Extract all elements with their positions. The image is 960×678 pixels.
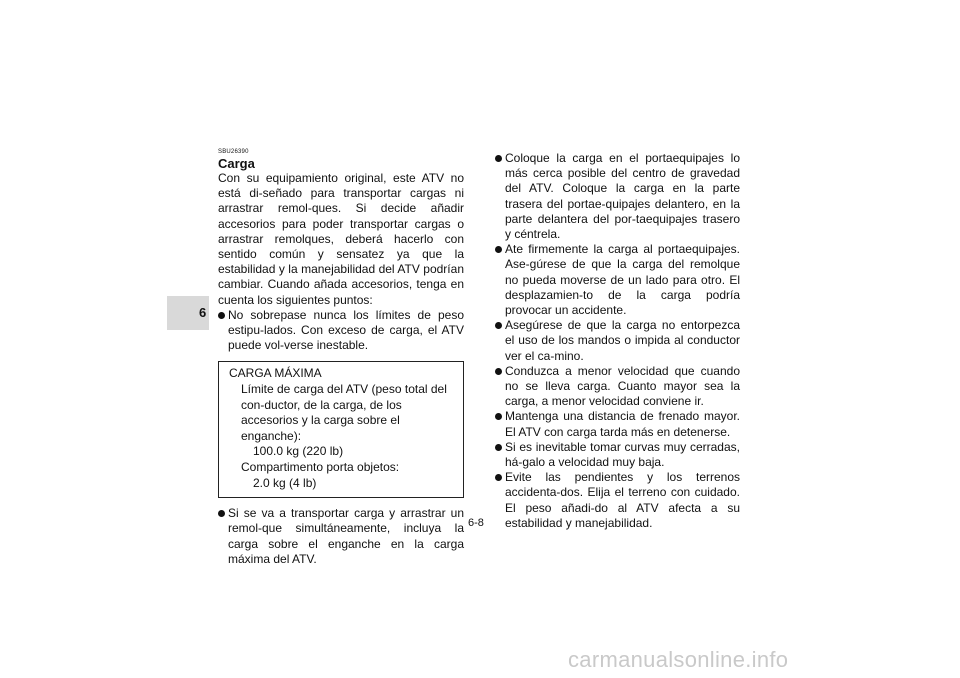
bullet-item bbox=[218, 506, 464, 567]
bullet-item bbox=[495, 151, 740, 242]
load-limit-value: 100.0 kg (220 lb) bbox=[253, 444, 344, 459]
bullet-item bbox=[495, 470, 740, 531]
bullet-dot-icon bbox=[218, 312, 225, 319]
bullet-text: Si es inevitable tomar curvas muy cerradas, há-galo a velocidad muy baja. bbox=[505, 439, 740, 470]
storage-value: 2.0 kg (4 lb) bbox=[253, 475, 317, 490]
section-code: SBU26390 bbox=[218, 149, 249, 155]
bullet-item bbox=[495, 409, 740, 439]
watermark: carmanualsonline.info bbox=[568, 647, 789, 672]
bullet-text: Mantenga una distancia de frenado mayor. El ATV con carga tarda más en detenerse. bbox=[505, 409, 740, 439]
bullet-text: Ate firmemente la carga al portaequipajes. Ase-gúrese de que la carga del remolque no pueda moverse de un lado para otro. El desplazamien-to de la carga podría provocar un accidente. bbox=[505, 242, 740, 318]
bullet-item bbox=[495, 364, 740, 410]
intro-paragraph: Con su equipamiento original, este ATV no está di-señado para transportar cargas ni arrastrar remol-ques. Si decide añadir accesorios para poder transportar cargas o arrastrar remolques, deberá hacerlo con sentido común y sensatez ya que la estabilidad y la manejabilidad del ATV podrían cambiar. Cuando añada accesorios, tenga en cuenta los siguientes puntos: bbox=[218, 171, 464, 307]
chapter-number: 6 bbox=[199, 305, 207, 320]
bullet-dot-icon bbox=[495, 444, 502, 451]
bullet-item bbox=[495, 242, 740, 318]
bullet-text: Si se va a transportar carga y arrastrar un remol-que simultáneamente, incluya la carga sobre el enganche en la carga máxima del ATV. bbox=[228, 506, 464, 566]
left-column bbox=[218, 148, 464, 567]
right-column bbox=[495, 151, 740, 531]
section-heading: Carga bbox=[218, 156, 255, 171]
bullet-dot-icon bbox=[495, 246, 502, 253]
max-load-box bbox=[218, 361, 464, 498]
bullet-item bbox=[495, 318, 740, 364]
bullet-dot-icon bbox=[495, 322, 502, 329]
bullet-text: Evite las pendientes y los terrenos accidenta-dos. Elija el terreno con cuidado. El peso añadi-do al ATV afecta a su estabilidad y manejabilidad. bbox=[505, 470, 740, 530]
bullet-dot-icon bbox=[495, 474, 502, 481]
bullet-dot-icon bbox=[495, 155, 502, 162]
page-number: 6-8 bbox=[468, 517, 484, 529]
bullet-item bbox=[495, 440, 740, 470]
bullet-item bbox=[218, 308, 464, 354]
bullet-text: Coloque la carga en el portaequipajes lo más cerca posible del centro de gravedad del ATV. Coloque la carga en la parte trasera del portae-quipajes delantero, en la parte delantera del por-taequipajes trasero y céntrela. bbox=[505, 151, 740, 242]
bullet-dot-icon bbox=[218, 510, 225, 517]
storage-label: Compartimento porta objetos: bbox=[241, 460, 400, 474]
box-title: CARGA MÁXIMA bbox=[229, 366, 322, 381]
bullet-dot-icon bbox=[495, 368, 502, 375]
bullet-text: Conduzca a menor velocidad que cuando no se lleva carga. Cuanto mayor sea la carga, a menor velocidad conviene ir. bbox=[505, 363, 740, 409]
bullet-text: Asegúrese de que la carga no entorpezca el uso de los mandos o impida al conductor ver el ca-mino. bbox=[505, 318, 740, 363]
bullet-dot-icon bbox=[495, 413, 502, 420]
bullet-text: No sobrepase nunca los límites de peso estipu-lados. Con exceso de carga, el ATV puede vol-verse inestable. bbox=[228, 307, 464, 353]
chapter-tab bbox=[167, 296, 209, 330]
load-limit-label: Límite de carga del ATV (peso total del con-ductor, de la carga, de los accesorios y la carga sobre el enganche): bbox=[241, 382, 447, 443]
